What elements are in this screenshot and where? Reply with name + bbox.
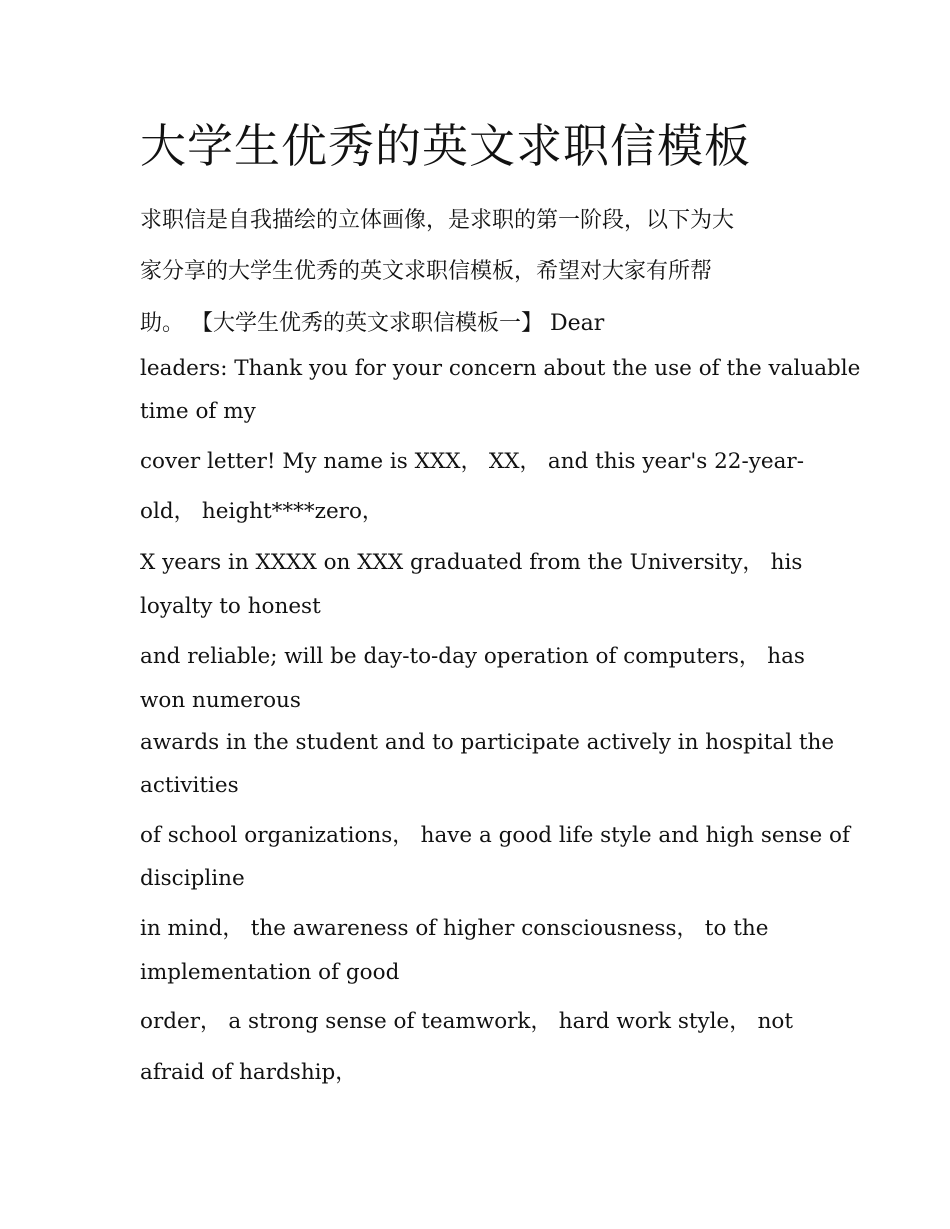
body-line: old， height****zero， [140,499,384,524]
body-line: implementation of good [140,960,400,985]
body-line: in mind， the awareness of higher consciousness， to the [140,916,769,941]
body-line: of school organizations， have a good life style and high sense of [140,823,850,848]
body-line: afraid of hardship， [140,1060,357,1085]
body-line: leaders: Thank you for your concern about the use of the valuable [140,356,861,381]
body-line: time of my [140,399,256,424]
body-line: won numerous [140,688,301,713]
body-line: loyalty to honest [140,594,321,619]
body-line: activities [140,773,239,798]
document-title: 大学生优秀的英文求职信模板 [140,119,751,173]
body-line: X years in XXXX on XXX graduated from the University， his [140,550,803,575]
body-line: awards in the student and to participate actively in hospital the [140,730,835,755]
body-line: 家分享的大学生优秀的英文求职信模板，希望对大家有所帮 [140,259,713,284]
body-line: discipline [140,866,245,891]
body-line: order， a strong sense of teamwork， hard work style， not [140,1009,794,1034]
body-line: 助。 【大学生优秀的英文求职信模板一】 Dear [140,311,605,336]
body-line: and reliable; will be day-to-day operation of computers， has [140,644,805,669]
body-line: cover letter! My name is XXX， XX， and this year's 22-year- [140,449,804,474]
body-line: 求职信是自我描绘的立体画像，是求职的第一阶段，以下为大 [140,208,735,233]
